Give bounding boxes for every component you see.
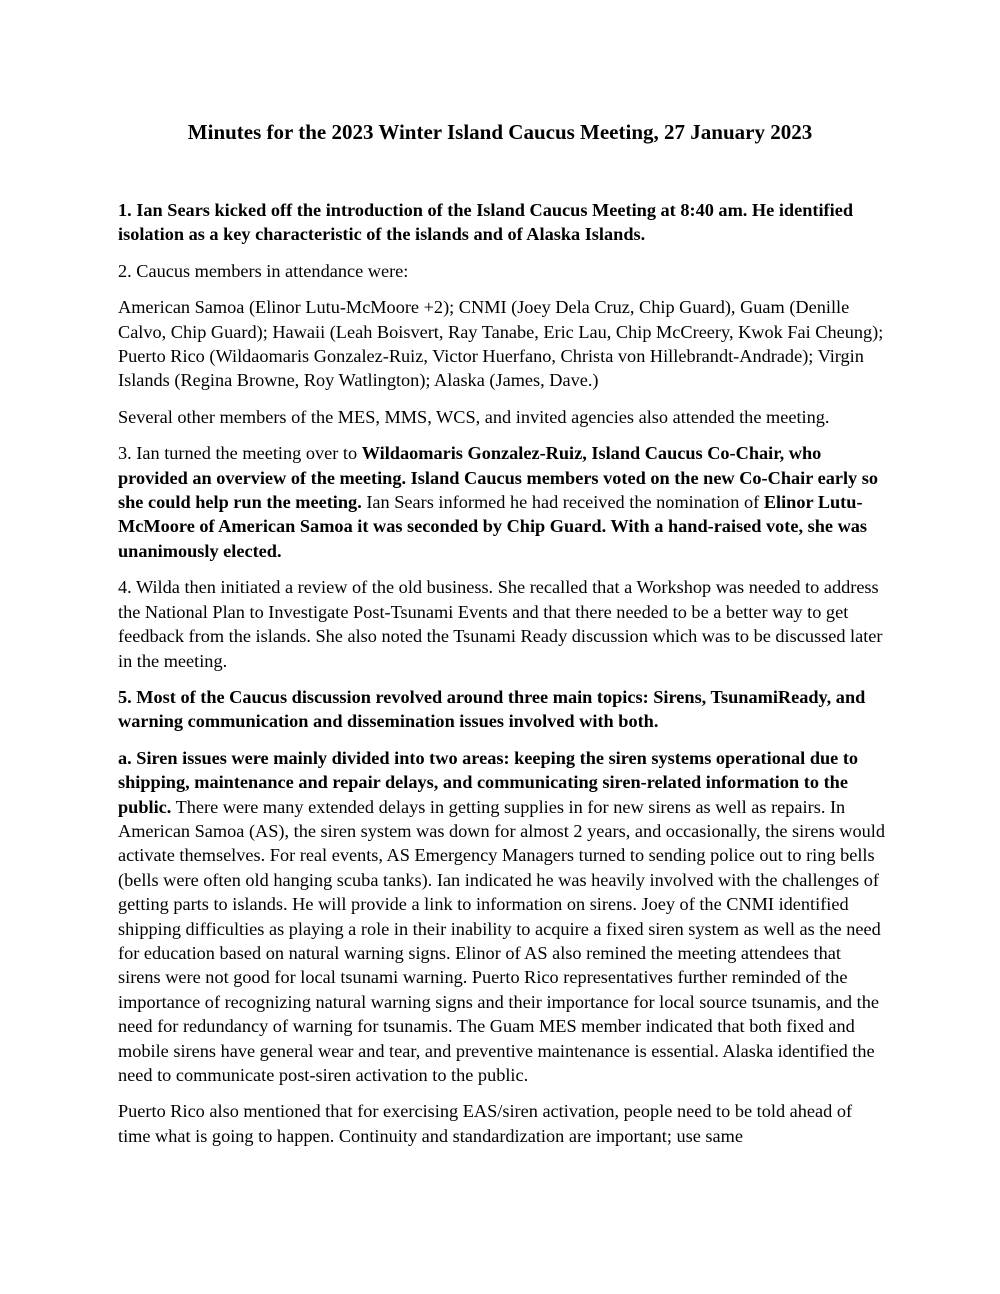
paragraph-attendees: American Samoa (Elinor Lutu-McMoore +2); CNMI (Joey Dela Cruz, Chip Guard), Guam (Denille Calvo, Chip Guard); Hawaii (Leah Boisvert, Ray Tanabe, Eric Lau, Chip McCreery, Kwok Fai Cheung); Puerto Rico (Wildaomaris Gonzalez-Ruiz, Victor Huerfano, Christa von Hillebrandt-Andrade); Virgin Islands (Regina Browne, Roy Watlington); Alaska (James, Dave.) (118, 297, 884, 391)
paragraph-5: 5. Most of the Caucus discussion revolved around three main topics: Sirens, TsunamiReady, and warning communication and dissemination issues involved with both. (118, 686, 866, 732)
page-title: Minutes for the 2023 Winter Island Caucus Meeting, 27 January 2023 (187, 120, 813, 144)
paragraph-3-bold-1: Wildaomaris Gonzalez-Ruiz, Island Caucus Co-Chair, who provided an overview of the meeting. Island Caucus members voted on the new Co-Chair early so she could help run the meeting. (118, 443, 878, 513)
paragraph-other-attendees: Several other members of the MES, MMS, WCS, and invited agencies also attended the meeting. (118, 406, 830, 427)
paragraph-5a (118, 746, 888, 1088)
paragraph-5a-text: There were many extended delays in getting supplies in for new sirens as well as repairs. In American Samoa (AS), the siren system was down for almost 2 years, and occasionally, the sirens would activate themselves. For real events, AS Emergency Managers turned to sending police out to ring bells (bells were often old hanging scuba tanks). Ian indicated he was heavily involved with the challenges of getting parts to islands. He will provide a link to information on sirens. Joey of the CNMI identified shipping difficulties as playing a role in their inability to acquire a fixed siren system as well as the need for education based on natural warning signs. Elinor of AS also remined the meeting attendees that sirens were not good for local tsunami warning. Puerto Rico representatives further reminded of the importance of recognizing natural warning signs and their importance for local source tsunamis, and the need for redundancy of warning for tsunamis. The Guam MES member indicated that both fixed and mobile sirens have general wear and tear, and preventive maintenance is essential. Alaska identified the need to communicate post-siren activation to the public. (118, 796, 885, 1085)
paragraph-1: 1. Ian Sears kicked off the introduction of the Island Caucus Meeting at 8:40 am. He identified isolation as a key characteristic of the islands and of Alaska Islands. (118, 200, 853, 245)
paragraph-3 (118, 441, 888, 563)
paragraph-3-text-1: 3. Ian turned the meeting over to (118, 443, 362, 464)
document-body (118, 198, 888, 1160)
paragraph-4: 4. Wilda then initiated a review of the old business. She recalled that a Workshop was needed to address the National Plan to Investigate Post-Tsunami Events and that there needed to be a better way to get feedback from the islands. She also noted the Tsunami Ready discussion which was to be discussed later in the meeting. (118, 577, 883, 671)
paragraph-puerto-rico: Puerto Rico also mentioned that for exercising EAS/siren activation, people need to be told ahead of time what is going to happen. Continuity and standardization are important; use same (118, 1101, 853, 1146)
paragraph-2: 2. Caucus members in attendance were: (118, 260, 409, 281)
paragraph-3-bold-2: Elinor Lutu-McMoore of American Samoa it was seconded by Chip Guard. With a hand-raised vote, she was unanimously elected. (118, 492, 868, 561)
paragraph-5a-bold: a. Siren issues were mainly divided into two areas: keeping the siren systems operational due to shipping, maintenance and repair delays, and communicating siren-related information to the public. (118, 747, 859, 817)
paragraph-3-text-2: Ian Sears informed he had received the nomination of (361, 492, 764, 513)
